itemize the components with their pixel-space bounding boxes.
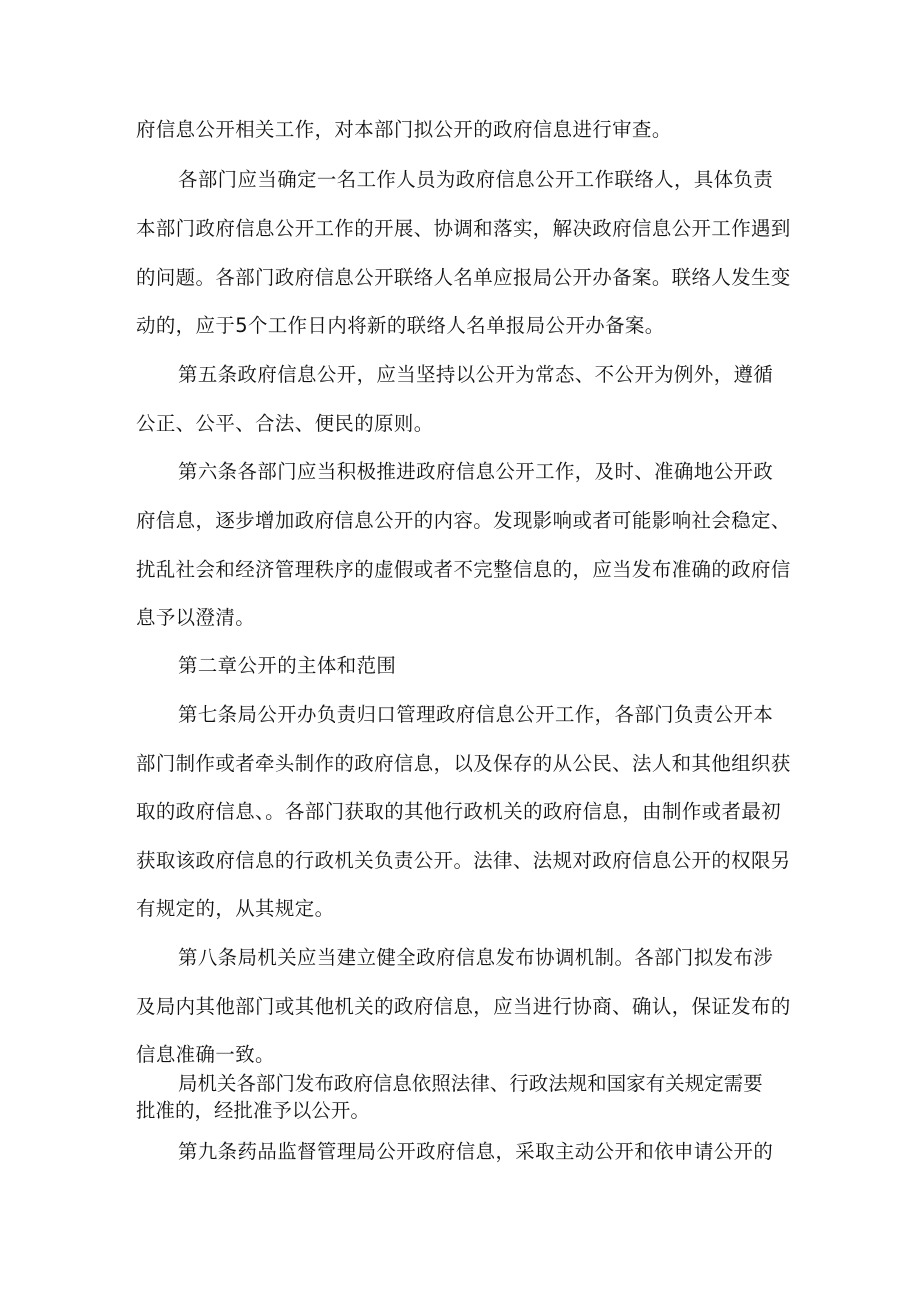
text-line: 局机关各部门发布政府信息依照法律、行政法规和国家有关规定需要 bbox=[178, 1072, 763, 1095]
text-line: 信息准确一致。 bbox=[136, 1043, 275, 1066]
text-line: 第五条政府信息公开，应当坚持以公开为常态、不公开为例外，遵循 bbox=[178, 363, 774, 386]
text-line: 第九条药品监督管理局公开政府信息，采取主动公开和依申请公开的 bbox=[178, 1140, 774, 1163]
text-line: 部门制作或者牵头制作的政府信息，以及保存的从公民、法人和其他组织获 bbox=[136, 752, 791, 775]
text-line: 公正、公平、合法、便民的原则。 bbox=[136, 412, 434, 435]
text-line: 第八条局机关应当建立健全政府信息发布协调机制。各部门拟发布涉 bbox=[178, 946, 774, 969]
text-line: 及局内其他部门或其他机关的政府信息，应当进行协商、确认，保证发布的 bbox=[136, 995, 791, 1018]
text-line: 动的，应于5个工作日内将新的联络人名单报局公开办备案。 bbox=[136, 314, 665, 337]
text-line: 第六条各部门应当积极推进政府信息公开工作，及时、准确地公开政 bbox=[178, 460, 774, 483]
text-line: 第七条局公开办负责归口管理政府信息公开工作，各部门负责公开本 bbox=[178, 703, 774, 726]
text-line: 批准的，经批准予以公开。 bbox=[136, 1099, 370, 1122]
text-line: 的问题。各部门政府信息公开联络人名单应报局公开办备案。联络人发生变 bbox=[136, 266, 791, 289]
text-line: 息予以澄清。 bbox=[136, 606, 256, 629]
chapter-heading: 第二章公开的主体和范围 bbox=[178, 654, 397, 677]
text-line: 府信息公开相关工作，对本部门拟公开的政府信息进行审查。 bbox=[136, 118, 672, 141]
text-line: 各部门应当确定一名工作人员为政府信息公开工作联络人，具体负责 bbox=[178, 168, 774, 191]
text-line: 扰乱社会和经济管理秩序的虚假或者不完整信息的，应当发布准确的政府信 bbox=[136, 558, 791, 581]
text-line: 府信息，逐步增加政府信息公开的内容。发现影响或者可能影响社会稳定、 bbox=[136, 509, 791, 532]
text-line: 获取该政府信息的行政机关负责公开。法律、法规对政府信息公开的权限另 bbox=[136, 849, 791, 872]
text-line: 取的政府信息、。各部门获取的其他行政机关的政府信息，由制作或者最初 bbox=[136, 800, 782, 823]
text-line: 本部门政府信息公开工作的开展、协调和落实，解决政府信息公开工作遇到 bbox=[136, 217, 791, 240]
text-line: 有规定的，从其规定。 bbox=[136, 897, 335, 920]
